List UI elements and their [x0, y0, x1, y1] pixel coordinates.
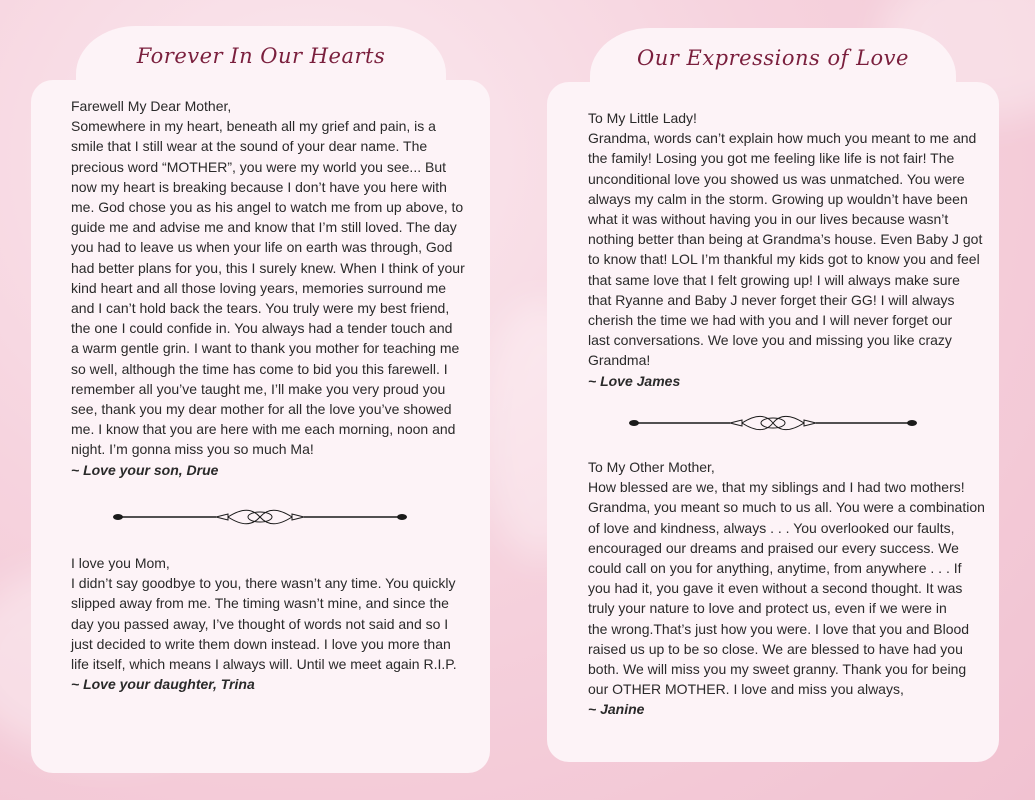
tribute-line: Grandma! — [588, 352, 651, 369]
tribute-line: life itself, which means I always will. Until we meet again R.I.P. — [71, 656, 457, 673]
right-page-title: Our Expressions of Love — [637, 46, 909, 70]
tribute-line: that same love that I felt growing up! I will always make sure — [588, 271, 960, 288]
tribute-line: a warm gentle grin. I want to thank you mother for teaching me — [71, 340, 460, 357]
tribute-line: to know that! LOL I’m thankful my kids got to know you and feel — [588, 251, 980, 268]
tribute-line: and I can’t hold back the tears. You truly were my best friend, — [71, 300, 450, 317]
tribute-line: what it was without having you in our lives because wasn’t — [588, 211, 949, 228]
tribute-line: To My Little Lady! — [588, 110, 697, 126]
tribute-line: Somewhere in my heart, beneath all my grief and pain, is a — [71, 118, 436, 135]
tribute-line: smile that I still wear at the sound of your dear name. The — [71, 138, 428, 155]
tribute-line: the wrong.That’s just how you were. I love that you and Blood — [588, 620, 970, 637]
tribute-line: the one I could confide in. You always had a tender touch and — [71, 320, 453, 337]
tribute-signature: ~ Love your son, Drue — [71, 461, 219, 478]
tribute-line: last conversations. We love you and missing you like crazy — [588, 332, 952, 349]
tribute-line: encouraged our dreams and praised our every success. We — [588, 539, 959, 556]
tribute-line: guide me and advise me and know that I’m still loved. The day — [71, 219, 457, 236]
tribute-line: I love you Mom, — [71, 555, 170, 571]
tribute-line: How blessed are we, that my siblings and I had two mothers! — [588, 479, 965, 496]
tribute-trina — [71, 553, 457, 694]
tribute-line: me. God chose you as his angel to watch me from up above, to — [71, 199, 464, 216]
tribute-signature: ~ Janine — [588, 701, 645, 718]
tribute-signature: ~ Love your daughter, Trina — [71, 676, 255, 693]
tribute-line: of love and kindness, always . . . You overlooked our faults, — [588, 519, 955, 536]
tribute-line: me. I know that you are here with me each morning, noon and — [71, 421, 456, 438]
tribute-line: always my calm in the storm. Growing up wouldn’t have been — [588, 190, 968, 207]
tribute-line: you had to leave us when your life on earth was through, God — [71, 239, 453, 256]
ornamental-divider — [628, 412, 918, 434]
tribute-drue — [71, 96, 465, 480]
tribute-line: had better plans for you, this I surely knew. When I think of your — [71, 259, 465, 276]
tribute-janine — [588, 457, 985, 720]
tribute-line: day you passed away, I’ve thought of words not said and so I — [71, 615, 449, 632]
tribute-line: the family! Losing you got me feeling like life is not fair! The — [588, 150, 955, 167]
tribute-line: both. We will miss you my sweet granny. Thank you for being — [588, 661, 967, 678]
tribute-line: cherish the time we had with you and I will never forget our — [588, 312, 953, 329]
tribute-line: our OTHER MOTHER. I love and miss you always, — [588, 681, 904, 698]
ornamental-divider — [112, 506, 408, 528]
tribute-james — [588, 108, 982, 391]
tribute-line: truly your nature to love and protect us, even if we were in — [588, 600, 947, 617]
left-page-title: Forever In Our Hearts — [136, 44, 386, 68]
tribute-line: see, thank you my dear mother for all the love you’ve showed — [71, 401, 452, 418]
tribute-line: precious word “MOTHER”, you were my world you see... But — [71, 158, 447, 175]
tribute-line: now my heart is breaking because I don’t have you here with — [71, 178, 447, 195]
tribute-line: just decided to write them down instead. I love you more than — [71, 635, 451, 652]
tribute-line: you had it, you gave it even without a second thought. It was — [588, 580, 963, 597]
tribute-line: kind heart and all those loving years, memories surround me — [71, 279, 447, 296]
tribute-line: raised us up to be so close. We are blessed to have had you — [588, 640, 963, 657]
tribute-line: unconditional love you showed us was unmatched. You were — [588, 170, 965, 187]
tribute-line: Farewell My Dear Mother, — [71, 98, 232, 114]
tribute-line: slipped away from me. The timing wasn’t mine, and since the — [71, 595, 449, 612]
tribute-line: nothing better than being at Grandma’s house. Even Baby J got — [588, 231, 983, 248]
tribute-line: so well, although the time has come to bid you this farewell. I — [71, 360, 448, 377]
tribute-line: To My Other Mother, — [588, 459, 715, 475]
tribute-line: could call on you for anything, anytime, from anywhere . . . If — [588, 560, 962, 577]
tribute-signature: ~ Love James — [588, 372, 681, 389]
tribute-line: night. I’m gonna miss you so much Ma! — [71, 441, 314, 458]
tribute-line: Grandma, you meant so much to us all. You were a combination — [588, 499, 985, 516]
tribute-line: that Ryanne and Baby J never forget their GG! I will always — [588, 291, 955, 308]
tribute-line: Grandma, words can’t explain how much you meant to me and — [588, 130, 977, 147]
tribute-line: I didn’t say goodbye to you, there wasn’t any time. You quickly — [71, 575, 456, 592]
tribute-line: remember all you’ve taught me, I’ll make you very proud you — [71, 380, 446, 397]
